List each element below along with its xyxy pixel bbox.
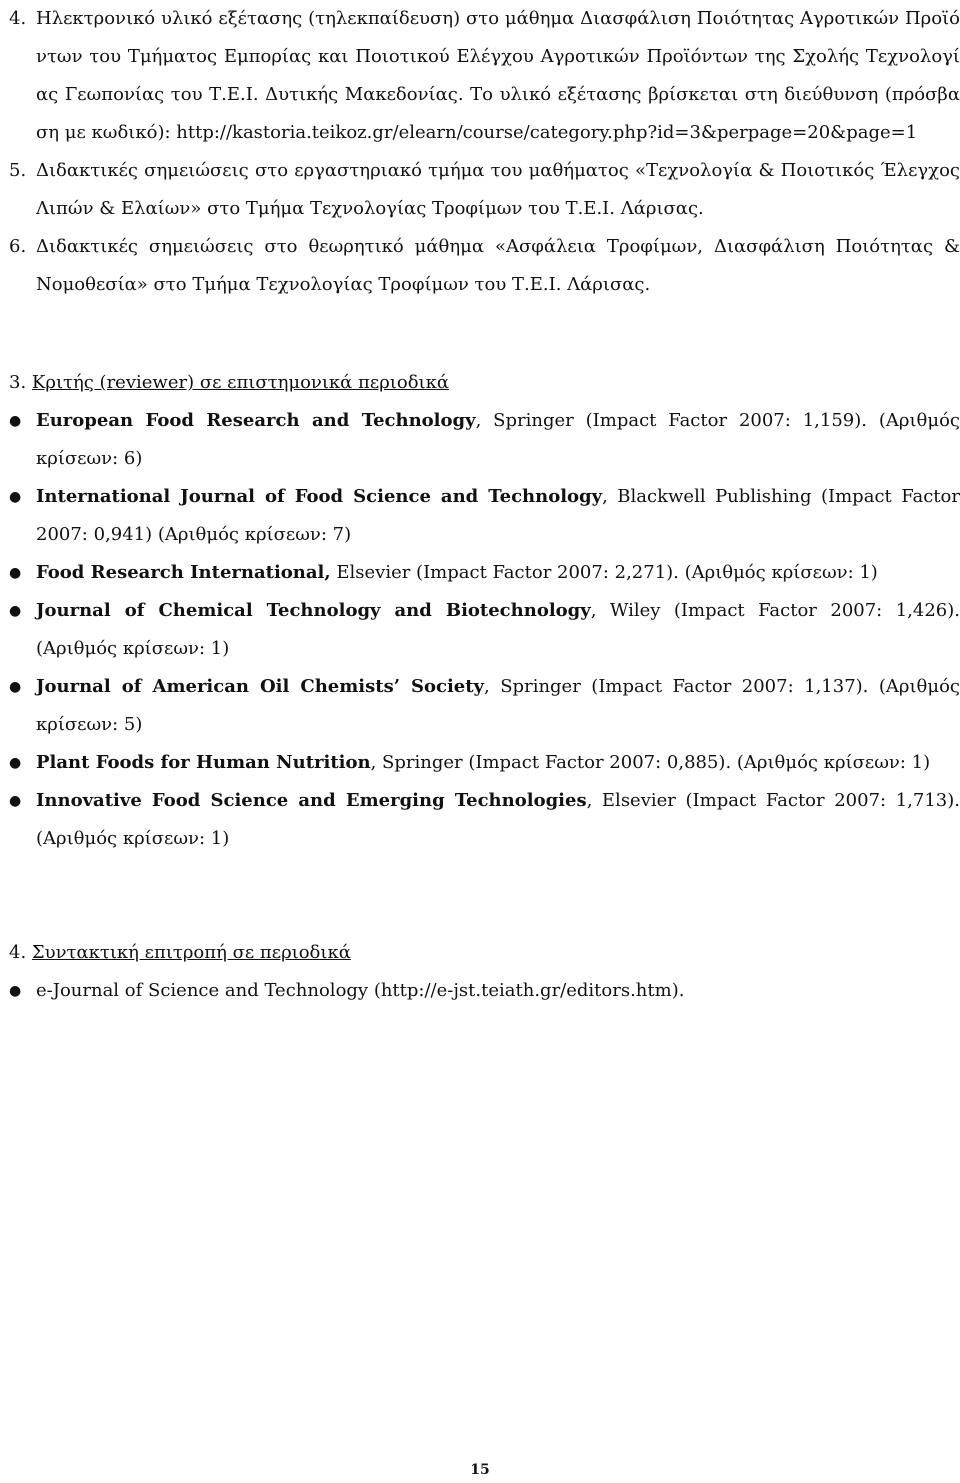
journal-name: International Journal of Food Science and Technology	[36, 486, 603, 507]
numbered-item-5	[0, 152, 960, 228]
numbered-item-6	[0, 228, 960, 304]
list-item	[0, 554, 960, 592]
list-item	[0, 478, 960, 554]
editorial-list	[0, 972, 960, 1010]
reviewer-list	[0, 402, 960, 858]
list-item	[0, 668, 960, 744]
bullet-icon: ●	[9, 565, 22, 581]
section-heading	[0, 364, 960, 402]
journal-entry: e-Journal of Science and Technology (http://e-jst.teiath.gr/editors.htm).	[36, 980, 685, 1001]
journal-name: Innovative Food Science and Emerging Technologies	[36, 790, 587, 811]
bullet-icon: ●	[9, 983, 22, 999]
bullet-icon: ●	[9, 793, 22, 809]
list-item	[0, 744, 960, 782]
journal-details: , Springer (Impact Factor 2007: 1,159). (Αριθμός κρίσεων: 6)	[36, 410, 960, 469]
journal-details: , Blackwell Publishing (Impact Factor 2007: 0,941) (Αριθμός κρίσεων: 7)	[36, 486, 960, 545]
item-number: 5.	[9, 160, 27, 181]
section-editorial-board	[0, 934, 960, 1010]
item-text: Ηλεκτρονικό υλικό εξέτασης (τηλεκπαίδευση) στο μάθημα Διασφάλιση Ποιότητας Αγροτικών Προϊόντων του Τμήματος Εμπορίας και Ποιοτικού Ελέγχου Αγροτικών Προϊόντων της Σχολής Τεχνολογίας Γεωπονίας του Τ.Ε.Ι. Δυτικής Μακεδονίας. Το υλικό εξέτασης βρίσκεται στη διεύθυνση (πρόσβαση με κωδικό): http://kastoria.teikoz.gr/elearn/course/category.php?id=3&perpage=20&page=1	[36, 8, 960, 143]
journal-name: Plant Foods for Human Nutrition	[36, 752, 371, 773]
section-reviewer	[0, 364, 960, 858]
list-item	[0, 782, 960, 858]
list-item	[0, 592, 960, 668]
item-number: 6.	[9, 236, 27, 257]
bullet-icon: ●	[9, 413, 22, 429]
journal-name: Food Research International,	[36, 562, 331, 583]
section-title: Συντακτική επιτροπή σε περιοδικά	[31, 942, 351, 963]
journal-name: Journal of American Oil Chemists’ Society	[36, 676, 485, 697]
section-heading	[0, 934, 960, 972]
journal-details: , Elsevier (Impact Factor 2007: 1,713). (Αριθμός κρίσεων: 1)	[36, 790, 960, 849]
bullet-icon: ●	[9, 603, 22, 619]
numbered-item-4	[0, 0, 960, 152]
page-number: 15	[470, 1462, 490, 1478]
item-text: Διδακτικές σημειώσεις στο εργαστηριακό τμήμα του μαθήματος «Τεχνολογία & Ποιοτικός Έλεγχος Λιπών & Ελαίων» στο Τμήμα Τεχνολογίας Τροφίμων του Τ.Ε.Ι. Λάρισας.	[36, 160, 960, 219]
item-text: Διδακτικές σημειώσεις στο θεωρητικό μάθημα «Ασφάλεια Τροφίμων, Διασφάλιση Ποιότητας & Νομοθεσία» στο Τμήμα Τεχνολογίας Τροφίμων του Τ.Ε.Ι. Λάρισας.	[36, 236, 960, 295]
journal-details: , Wiley (Impact Factor 2007: 1,426). (Αριθμός κρίσεων: 1)	[36, 600, 960, 659]
list-item	[0, 972, 960, 1010]
item-number: 4.	[9, 8, 27, 29]
section-number: 4.	[9, 942, 27, 963]
section-title: Κριτής (reviewer) σε επιστημονικά περιοδικά	[31, 372, 449, 393]
bullet-icon: ●	[9, 755, 22, 771]
numbered-list	[0, 0, 960, 304]
journal-name: Journal of Chemical Technology and Biotechnology	[36, 600, 591, 621]
journal-details: , Springer (Impact Factor 2007: 0,885). (Αριθμός κρίσεων: 1)	[370, 752, 931, 773]
list-item	[0, 402, 960, 478]
journal-name: European Food Research and Technology	[36, 410, 476, 431]
journal-details: Elsevier (Impact Factor 2007: 2,271). (Αριθμός κρίσεων: 1)	[330, 562, 878, 583]
bullet-icon: ●	[9, 679, 22, 695]
journal-details: , Springer (Impact Factor 2007: 1,137). (Αριθμός κρίσεων: 5)	[36, 676, 960, 735]
bullet-icon: ●	[9, 489, 22, 505]
section-number: 3.	[9, 372, 27, 393]
